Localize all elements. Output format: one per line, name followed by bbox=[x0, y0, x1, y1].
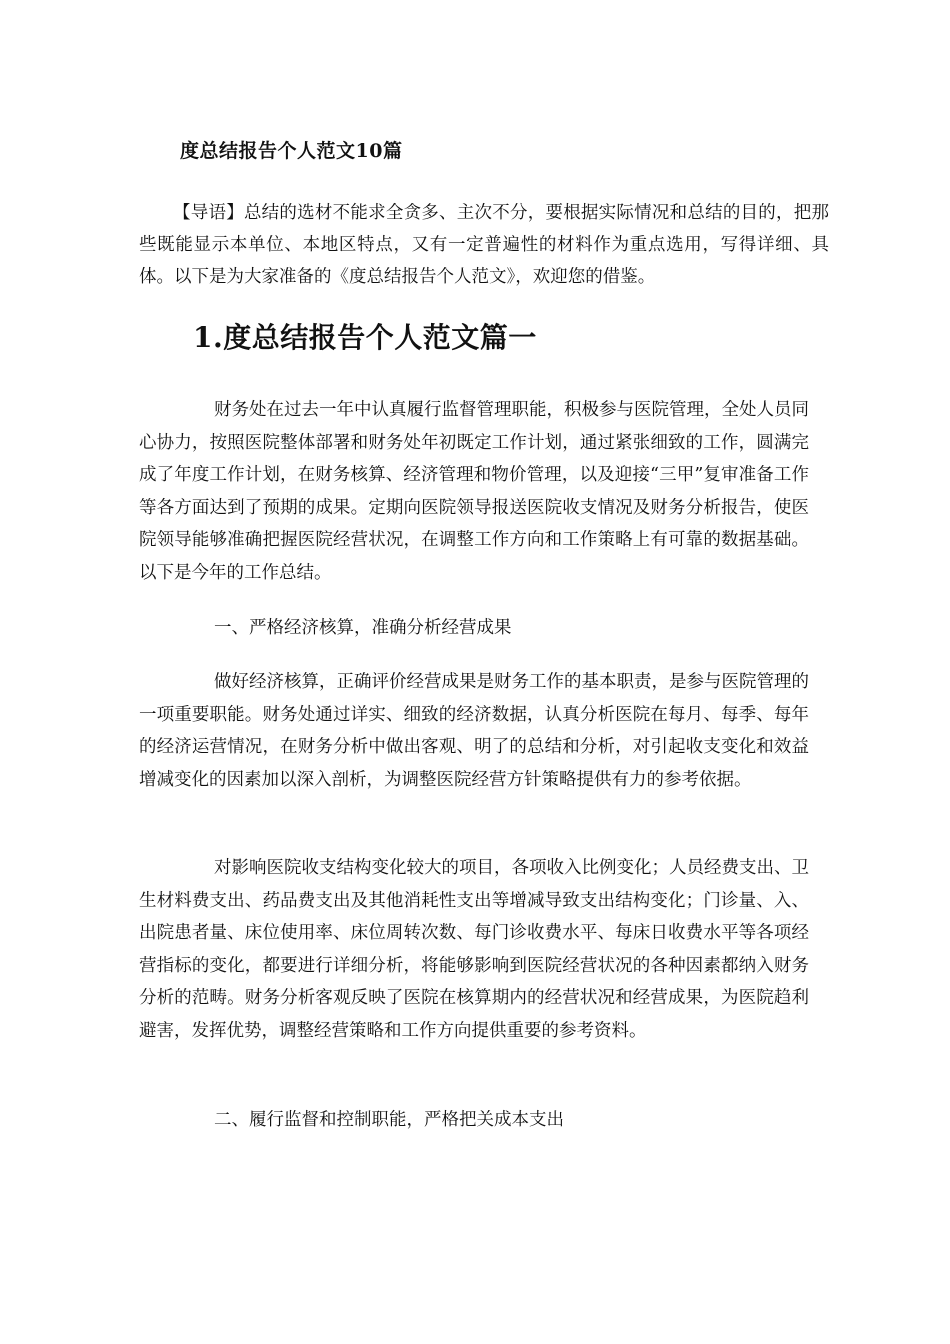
subheading-1: 一、严格经济核算，准确分析经营成果 bbox=[214, 618, 512, 638]
document-title: 度总结报告个人范文10篇 bbox=[180, 140, 403, 162]
body-paragraph-1: 财务处在过去一年中认真履行监督管理职能，积极参与医院管理，全处人员同心协力，按照医院整体部署和财务处年初既定工作计划，通过紧张细致的工作，圆满完成了年度工作计划，在财务核算、经济管理和物价管理，以及迎接“三甲”复审准备工作等各方面达到了预期的成果。定期向医院领导报送医院收支情况及财务分析报告，使医院领导能够准确把握医院经营状况，在调整工作方向和工作策略上有可靠的数据基础。以下是今年的工作总结。 bbox=[139, 400, 809, 583]
intro-paragraph: 【导语】总结的选材不能求全贪多、主次不分，要根据实际情况和总结的目的，把那些既能显示本单位、本地区特点，又有一定普遍性的材料作为重点选用，写得详细、具体。以下是为大家准备的《度总结报告个人范文》，欢迎您的借鉴。 bbox=[139, 203, 829, 287]
subheading-2: 二、履行监督和控制职能，严格把关成本支出 bbox=[214, 1110, 564, 1130]
body-paragraph-2: 做好经济核算，正确评价经营成果是财务工作的基本职责，是参与医院管理的一项重要职能。财务处通过详实、细致的经济数据，认真分析医院在每月、每季、每年的经济运营情况，在财务分析中做出客观、明了的总结和分析，对引起收支变化和效益增减变化的因素加以深入剖析，为调整医院经营方针策略提供有力的参考依据。 bbox=[139, 672, 809, 790]
section-heading: 1.度总结报告个人范文篇一 bbox=[193, 321, 537, 354]
body-paragraph-3: 对影响医院收支结构变化较大的项目，各项收入比例变化；人员经费支出、卫生材料费支出、药品费支出及其他消耗性支出等增减导致支出结构变化；门诊量、入、出院患者量、床位使用率、床位周转次数、每门诊收费水平、每床日收费水平等各项经营指标的变化，都要进行详细分析，将能够影响到医院经营状况的各种因素都纳入财务分析的范畴。财务分析客观反映了医院在核算期内的经营状况和经营成果，为医院趋利避害，发挥优势，调整经营策略和工作方向提供重要的参考资料。 bbox=[139, 858, 809, 1041]
